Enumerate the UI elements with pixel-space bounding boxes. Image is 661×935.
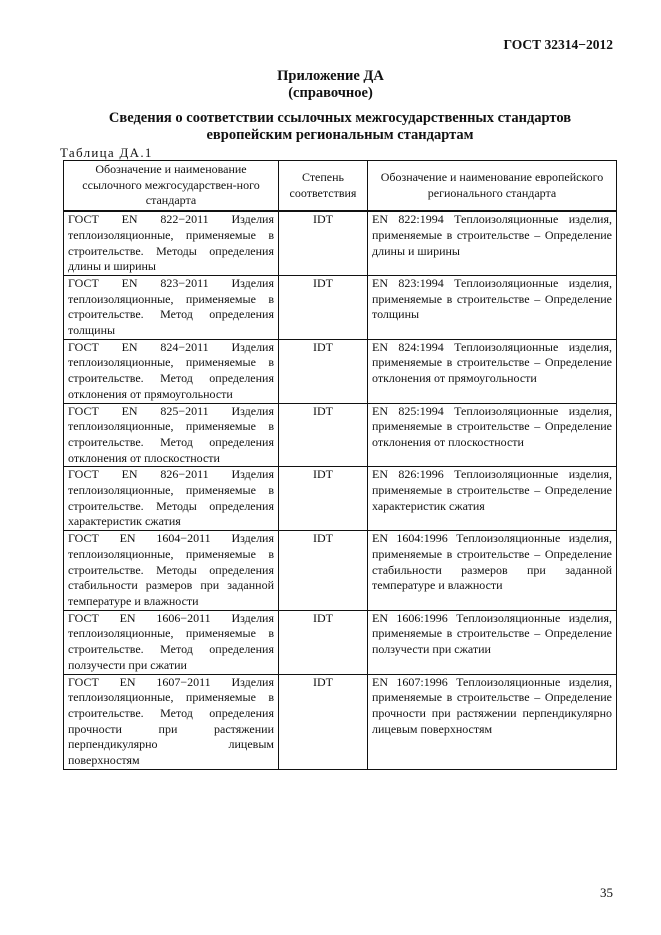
appendix-title: Приложение ДА <box>277 68 384 84</box>
national-standard-cell: ГОСТ EN 824−2011 Изделия теплоизоляционные, применяемые в строительстве. Метод определения отклонения от прямоугольности <box>64 339 279 403</box>
national-standard-cell: ГОСТ EN 1604−2011 Изделия теплоизоляционные, применяемые в строительстве. Методы определения стабильности размеров при заданной температуре и влажности <box>64 531 279 611</box>
degree-cell: IDT <box>279 610 368 674</box>
table-row <box>64 610 617 674</box>
section-title-line-2: европейским региональным стандартам <box>206 127 474 143</box>
degree-cell: IDT <box>279 674 368 769</box>
degree-cell: IDT <box>279 467 368 531</box>
table-header-row <box>64 161 617 212</box>
national-standard-cell: ГОСТ EN 823−2011 Изделия теплоизоляционные, применяемые в строительстве. Метод определения толщины <box>64 275 279 339</box>
national-standard-cell: ГОСТ EN 825−2011 Изделия теплоизоляционные, применяемые в строительстве. Метод определения отклонения от плоскостности <box>64 403 279 467</box>
section-title-line-1: Сведения о соответствии ссылочных межгосударственных стандартов <box>108 110 572 126</box>
european-standard-cell: EN 1606:1996 Теплоизоляционные изделия, применяемые в строительстве – Определение ползучести при сжатии <box>368 610 617 674</box>
european-standard-cell: EN 823:1994 Теплоизоляционные изделия, применяемые в строительстве – Определение толщины <box>368 275 617 339</box>
section-heading <box>40 110 640 144</box>
european-standard-cell: EN 1604:1996 Теплоизоляционные изделия, применяемые в строительстве – Определение стабильности размеров при заданной температуре и влажности <box>368 531 617 611</box>
european-standard-cell: EN 822:1994 Теплоизоляционные изделия, применяемые в строительстве – Определение длины и ширины <box>368 211 617 275</box>
degree-cell: IDT <box>279 531 368 611</box>
european-standard-cell: EN 825:1994 Теплоизоляционные изделия, применяемые в строительстве – Определение отклонения от плоскостности <box>368 403 617 467</box>
correspondence-table <box>63 160 617 770</box>
degree-cell: IDT <box>279 339 368 403</box>
european-standard-cell: EN 824:1994 Теплоизоляционные изделия, применяемые в строительстве – Определение отклонения от прямоугольности <box>368 339 617 403</box>
table-row <box>64 275 617 339</box>
european-standard-cell: EN 826:1996 Теплоизоляционные изделия, применяемые в строительстве – Определение характеристик сжатия <box>368 467 617 531</box>
national-standard-cell: ГОСТ EN 826−2011 Изделия теплоизоляционные, применяемые в строительстве. Методы определения характеристик сжатия <box>64 467 279 531</box>
table-row <box>64 531 617 611</box>
document-code: ГОСТ 32314−2012 <box>503 37 613 52</box>
table-row <box>64 467 617 531</box>
appendix-subtitle: (справочное) <box>288 85 373 101</box>
national-standard-cell: ГОСТ EN 822−2011 Изделия теплоизоляционные, применяемые в строительстве. Методы определения длины и ширины <box>64 211 279 275</box>
degree-cell: IDT <box>279 275 368 339</box>
national-standard-cell: ГОСТ EN 1607−2011 Изделия теплоизоляционные, применяемые в строительстве. Метод определения прочности при растяжении перпендикулярно лицевым поверхностям <box>64 674 279 769</box>
header-degree: Степень соответствия <box>279 161 368 212</box>
table-row <box>64 339 617 403</box>
table-label: Таблица ДА.1 <box>60 145 153 160</box>
header-national-standard: Обозначение и наименование ссылочного межгосударствен-ного стандарта <box>64 161 279 212</box>
table-row <box>64 674 617 769</box>
table-row <box>64 211 617 275</box>
european-standard-cell: EN 1607:1996 Теплоизоляционные изделия, применяемые в строительстве – Определение прочности при растяжении перпендикулярно лицевым поверхностям <box>368 674 617 769</box>
appendix-heading <box>0 68 661 102</box>
national-standard-cell: ГОСТ EN 1606−2011 Изделия теплоизоляционные, применяемые в строительстве. Метод определения ползучести при сжатии <box>64 610 279 674</box>
degree-cell: IDT <box>279 403 368 467</box>
table-row <box>64 403 617 467</box>
degree-cell: IDT <box>279 211 368 275</box>
header-european-standard: Обозначение и наименование европейского регионального стандарта <box>368 161 617 212</box>
page-number: 35 <box>600 885 613 900</box>
